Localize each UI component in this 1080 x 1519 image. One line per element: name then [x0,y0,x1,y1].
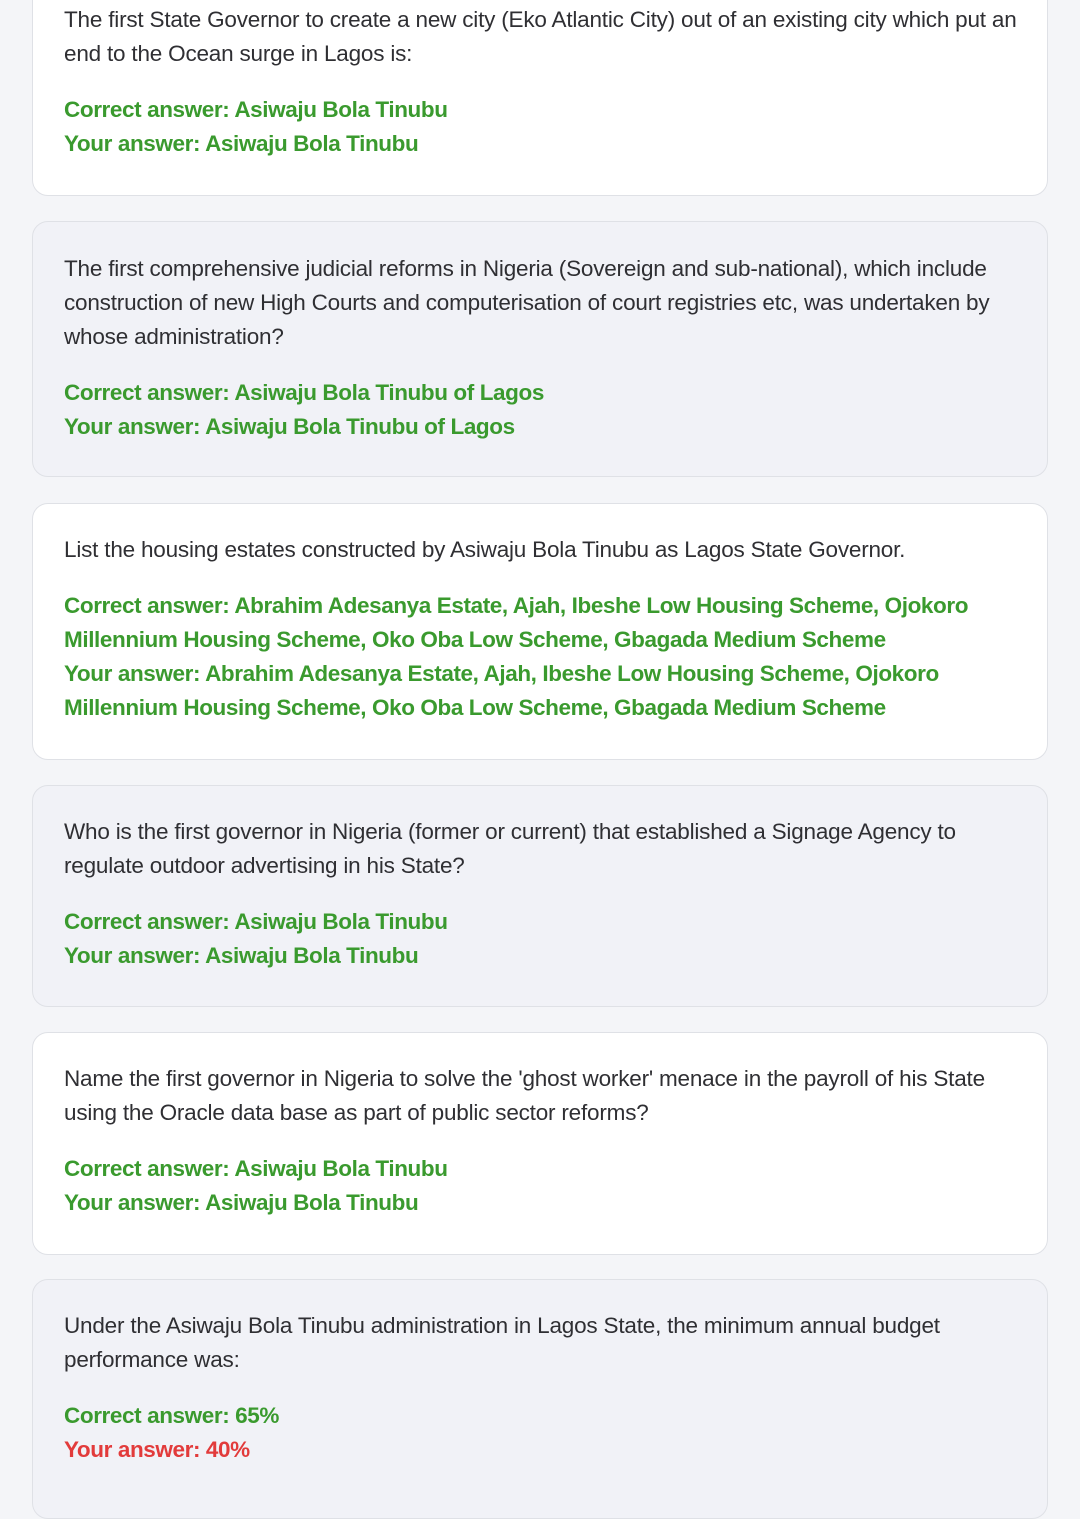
correct-answer: Correct answer: Asiwaju Bola Tinubu [64,97,448,122]
result-card-1 [32,0,1048,196]
your-answer: Your answer: Asiwaju Bola Tinubu [64,1190,419,1215]
question-text: Who is the first governor in Nigeria (former or current) that established a Signage Agency to regulate outdoor advertising in his State? [64,819,956,878]
result-card-2 [32,221,1048,477]
result-card-3 [32,503,1048,760]
your-answer: Your answer: Asiwaju Bola Tinubu [64,943,419,968]
correct-answer: Correct answer: Asiwaju Bola Tinubu [64,909,448,934]
your-answer: Your answer: Abrahim Adesanya Estate, Ajah, Ibeshe Low Housing Scheme, Ojokoro Millennium Housing Scheme, Oko Oba Low Scheme, Gbagada Medium Scheme [64,661,939,720]
question-text: The first State Governor to create a new city (Eko Atlantic City) out of an existing city which put an end to the Ocean surge in Lagos is: [64,7,1017,66]
question-text: Under the Asiwaju Bola Tinubu administration in Lagos State, the minimum annual budget performance was: [64,1313,940,1372]
correct-answer: Correct answer: Asiwaju Bola Tinubu [64,1156,448,1181]
your-answer: Your answer: Asiwaju Bola Tinubu [64,131,419,156]
correct-answer: Correct answer: Abrahim Adesanya Estate, Ajah, Ibeshe Low Housing Scheme, Ojokoro Millennium Housing Scheme, Oko Oba Low Scheme, Gbagada Medium Scheme [64,593,969,652]
result-card-4 [32,785,1048,1007]
correct-answer: Correct answer: Asiwaju Bola Tinubu of Lagos [64,380,544,405]
question-text: List the housing estates constructed by Asiwaju Bola Tinubu as Lagos State Governor. [64,537,906,562]
your-answer: Your answer: 40% [64,1437,250,1462]
result-card-5 [32,1032,1048,1255]
result-card-6 [32,1279,1048,1519]
correct-answer: Correct answer: 65% [64,1403,279,1428]
your-answer: Your answer: Asiwaju Bola Tinubu of Lagos [64,414,515,439]
question-text: The first comprehensive judicial reforms in Nigeria (Sovereign and sub-national), which include construction of new High Courts and computerisation of court registries etc, was undertaken by whose administration? [64,256,990,349]
question-text: Name the first governor in Nigeria to solve the 'ghost worker' menace in the payroll of his State using the Oracle data base as part of public sector reforms? [64,1066,985,1125]
